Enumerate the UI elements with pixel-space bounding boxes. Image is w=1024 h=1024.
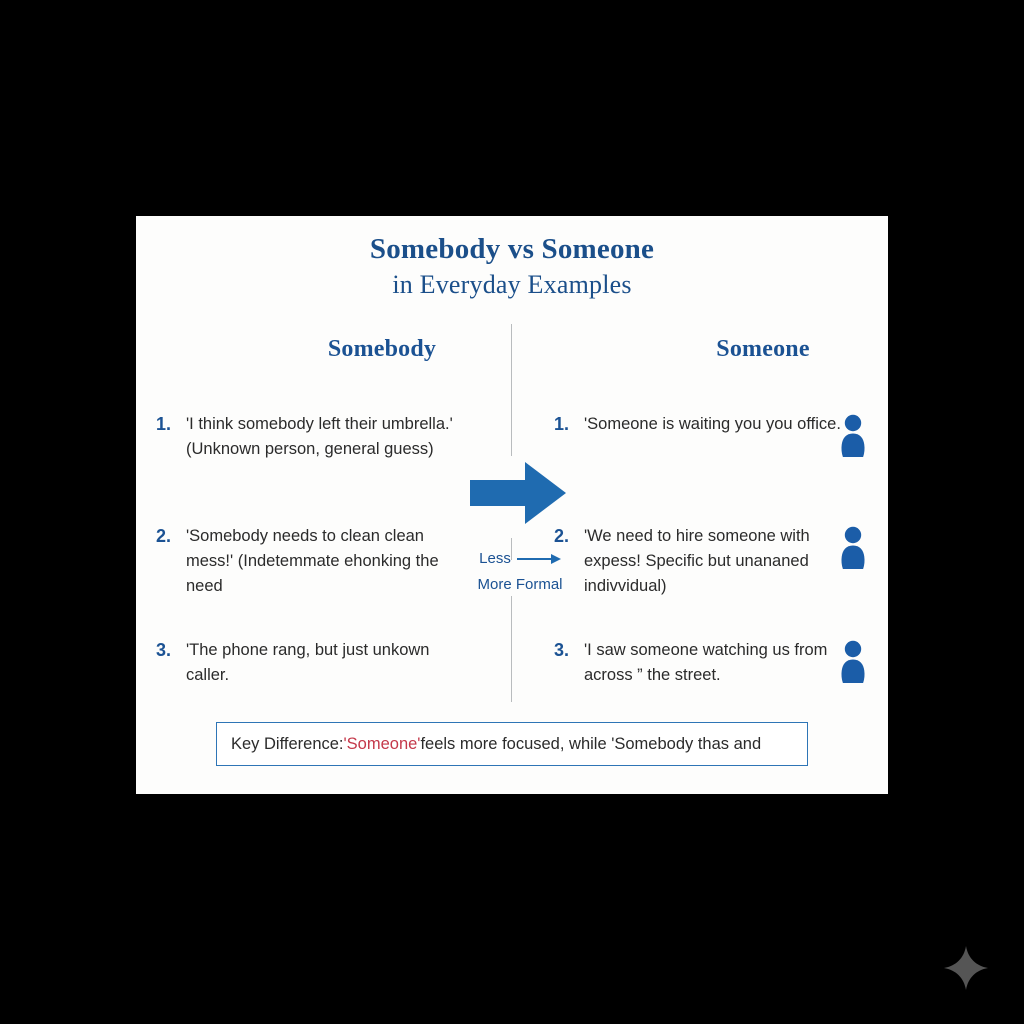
slide-card — [136, 216, 888, 794]
list-item-number: 3. — [156, 640, 172, 660]
formality-less-row — [462, 546, 578, 572]
key-difference-highlight: 'Someone' — [343, 734, 421, 753]
list-item-text: 'I saw someone watching us from across ” the street. — [584, 641, 828, 684]
formality-scale — [462, 546, 578, 598]
list-item-text: 'Someone is waiting you you office. — [584, 415, 841, 433]
title-line-primary: Somebody vs Someone — [369, 233, 655, 265]
list-item-number: 2. — [554, 526, 570, 546]
list-item-number: 3. — [554, 640, 570, 660]
list-item — [554, 524, 844, 599]
person-icon — [836, 414, 870, 458]
person-icon — [836, 640, 870, 684]
column-divider-bottom — [511, 596, 512, 702]
list-item-text: 'I think somebody left their umbrella.' (Unknown person, general guess) — [186, 415, 453, 458]
list-item-text: 'We need to hire someone with expess! Specific but unananed indivvidual) — [584, 527, 810, 595]
formality-more-label: More Formal — [477, 576, 563, 593]
small-right-arrow-icon — [517, 553, 561, 565]
list-item — [554, 638, 844, 688]
key-difference-prefix: Key Difference: — [231, 734, 344, 753]
column-header-somebody: Somebody — [327, 336, 437, 362]
list-item-number: 1. — [554, 414, 570, 434]
list-item — [156, 524, 456, 599]
key-difference-callout — [216, 722, 808, 766]
list-item — [554, 412, 844, 437]
right-arrow-icon — [470, 462, 566, 524]
list-item-text: 'The phone rang, but just unkown caller. — [186, 641, 430, 684]
list-item-number: 2. — [156, 526, 172, 546]
column-divider-top — [511, 324, 512, 456]
person-icon — [836, 526, 870, 570]
formality-less-label: Less — [479, 550, 511, 567]
list-item-text: 'Somebody needs to clean clean mess!' (Indetemmate ehonking the need — [186, 527, 439, 595]
sparkle-icon — [942, 944, 990, 992]
list-item — [156, 412, 456, 462]
list-item — [156, 638, 456, 688]
column-header-someone: Someone — [716, 336, 810, 362]
title-line-secondary: in Everyday Examples — [392, 270, 632, 299]
list-item-number: 1. — [156, 414, 172, 434]
page-title — [136, 232, 888, 302]
key-difference-suffix: feels more focused, while 'Somebody thas and — [420, 734, 762, 753]
